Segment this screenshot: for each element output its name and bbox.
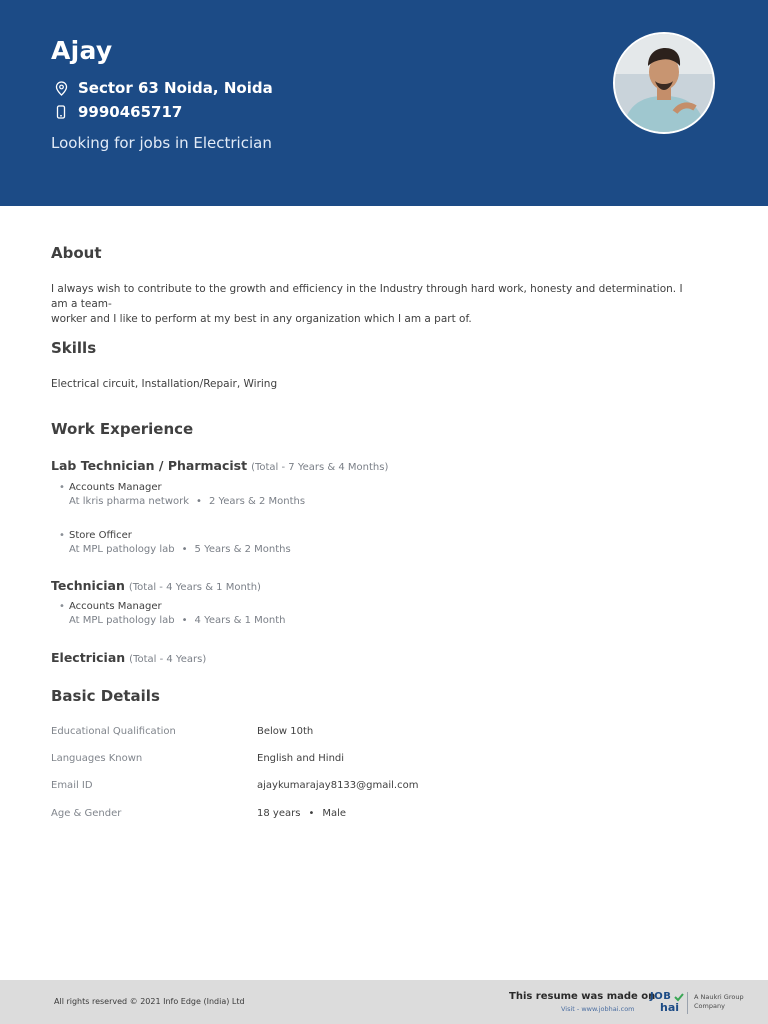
footer [0, 980, 768, 1024]
logo-divider [687, 992, 688, 1014]
bullet-icon: • [59, 482, 65, 493]
detail-label: Languages Known [51, 753, 143, 764]
separator-dot: • [181, 544, 188, 555]
visit-link[interactable]: Visit - www.jobhai.com [561, 1005, 635, 1013]
skills-heading: Skills [51, 339, 97, 357]
naukri-line: A Naukri Group [694, 993, 744, 1001]
experience-item [59, 529, 291, 557]
job-title-text: Lab Technician / Pharmacist [51, 458, 248, 473]
about-line: worker and I like to perform at my best in any organization which I am a part of. [51, 313, 472, 325]
experience-role: Accounts Manager [69, 482, 162, 493]
job-preference: Looking for jobs in Electrician [51, 134, 272, 152]
job-total-duration: (Total - 4 Years) [129, 654, 207, 665]
experience-role: Accounts Manager [69, 601, 162, 612]
profile-header [0, 0, 768, 206]
job-group-title [51, 650, 206, 665]
job-group-title [51, 578, 261, 593]
detail-label: Age & Gender [51, 808, 122, 819]
phone-line [53, 103, 182, 121]
experience-duration: 2 Years & 2 Months [208, 496, 306, 507]
separator-dot: • [308, 808, 315, 819]
job-total-duration: (Total - 4 Years & 1 Month) [128, 582, 261, 593]
experience-company: At MPL pathology lab [69, 615, 175, 626]
experience-item [59, 600, 286, 628]
location-line [53, 79, 273, 97]
detail-label: Educational Qualification [51, 726, 176, 737]
job-group-title [51, 458, 388, 473]
age-value: 18 years [257, 808, 301, 819]
separator-dot: • [181, 615, 188, 626]
detail-value [257, 808, 346, 819]
email-value[interactable]: ajaykumarajay8133@gmail.com [257, 780, 419, 791]
experience-company: At lkris pharma network [69, 496, 190, 507]
logo-text-top: JOB [650, 991, 672, 1002]
bullet-icon: • [59, 530, 65, 541]
gender-value: Male [322, 808, 347, 819]
detail-value: English and Hindi [257, 753, 345, 764]
skills-text: Electrical circuit, Installation/Repair, Wiring [51, 378, 278, 390]
basic-details-heading: Basic Details [51, 687, 160, 705]
job-title-text: Technician [51, 578, 125, 593]
naukri-group-text [694, 993, 750, 1011]
jobhai-logo[interactable] [648, 991, 688, 1015]
naukri-line: Company [694, 1002, 725, 1010]
job-total-duration: (Total - 7 Years & 4 Months) [251, 462, 389, 473]
location-pin-icon [53, 80, 69, 96]
experience-item [59, 481, 305, 509]
logo-text-bottom: hai [660, 1001, 680, 1014]
about-text [51, 282, 701, 327]
experience-duration: 5 Years & 2 Months [194, 544, 291, 555]
bullet-icon: • [59, 601, 65, 612]
candidate-name: Ajay [51, 36, 113, 65]
separator-dot: • [196, 496, 202, 507]
experience-company: At MPL pathology lab [69, 544, 175, 555]
about-heading: About [51, 244, 102, 262]
location-text: Sector 63 Noida, Noida [78, 79, 273, 97]
experience-role: Store Officer [69, 530, 132, 541]
made-on-text: This resume was made on [509, 991, 656, 1002]
detail-value: Below 10th [257, 726, 314, 737]
about-line: I always wish to contribute to the growth and efficiency in the Industry through hard work, honesty and determination. I am a team- [51, 283, 683, 310]
logo-check-icon [674, 992, 684, 1002]
job-title-text: Electrician [51, 650, 126, 665]
mobile-phone-icon [53, 104, 69, 120]
phone-number[interactable]: 9990465717 [78, 103, 183, 121]
copyright-text: All rights reserved © 2021 Info Edge (India) Ltd [54, 997, 245, 1006]
avatar [613, 32, 715, 134]
experience-duration: 4 Years & 1 Month [194, 615, 286, 626]
detail-label: Email ID [51, 780, 93, 791]
work-experience-heading: Work Experience [51, 420, 194, 438]
